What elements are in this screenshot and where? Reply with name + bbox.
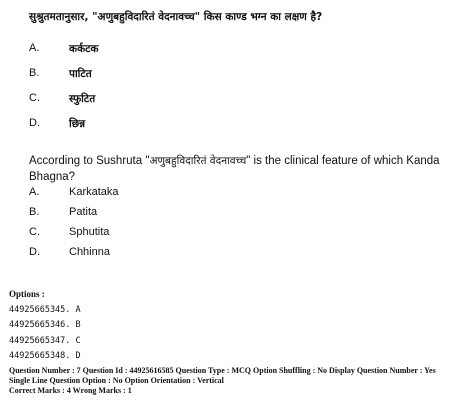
- option-text: Sphutita: [69, 226, 110, 238]
- option-label: A.: [29, 42, 40, 54]
- question-quote: अणुबहुविदारितं वेदनावच्च: [149, 155, 247, 167]
- meta-line-1: Question Number : 7 Question Id : 44925616585 Question Type : MCQ Option Shuffling : No Display Question Number : Yes: [9, 366, 436, 375]
- options-id-list: [9, 287, 81, 365]
- option-text: कर्कटक: [69, 43, 99, 55]
- option-text: स्फुटित: [69, 93, 96, 105]
- option-id-row: 44925665348. D: [9, 351, 81, 361]
- option-label: A.: [29, 186, 40, 198]
- option-label: D.: [29, 117, 40, 129]
- question-post: " is the clinical feature of which Kanda Bhagna?: [29, 155, 440, 183]
- meta-line-3: Correct Marks : 4 Wrong Marks : 1: [9, 386, 132, 395]
- option-label: B.: [29, 206, 40, 218]
- option-id-row: 44925665346. B: [9, 320, 81, 330]
- option-text: Chhinna: [69, 246, 110, 258]
- question-pre: According to Sushruta ": [29, 155, 150, 167]
- option-label: C.: [29, 226, 40, 238]
- option-text: छिन्न: [69, 118, 86, 130]
- meta-line-2: Single Line Question Option : No Option Orientation : Vertical: [9, 376, 224, 385]
- option-text: पाटित: [69, 68, 92, 80]
- hindi-question-text: सुश्रुतमतानुसार, "अणुबहुविदारितं वेदनावच्च" किस काण्ड भग्न का लक्षण है?: [29, 11, 323, 23]
- option-id-row: 44925665345. A: [9, 304, 81, 315]
- option-label: B.: [29, 67, 40, 79]
- question-metadata: [9, 366, 459, 396]
- english-question-text: [29, 153, 449, 185]
- options-header: Options :: [9, 289, 45, 299]
- option-text: Patita: [69, 206, 98, 218]
- option-label: C.: [29, 92, 40, 104]
- option-text: Karkataka: [69, 186, 119, 198]
- option-id-row: 44925665347. C: [9, 335, 81, 346]
- option-label: D.: [29, 246, 40, 258]
